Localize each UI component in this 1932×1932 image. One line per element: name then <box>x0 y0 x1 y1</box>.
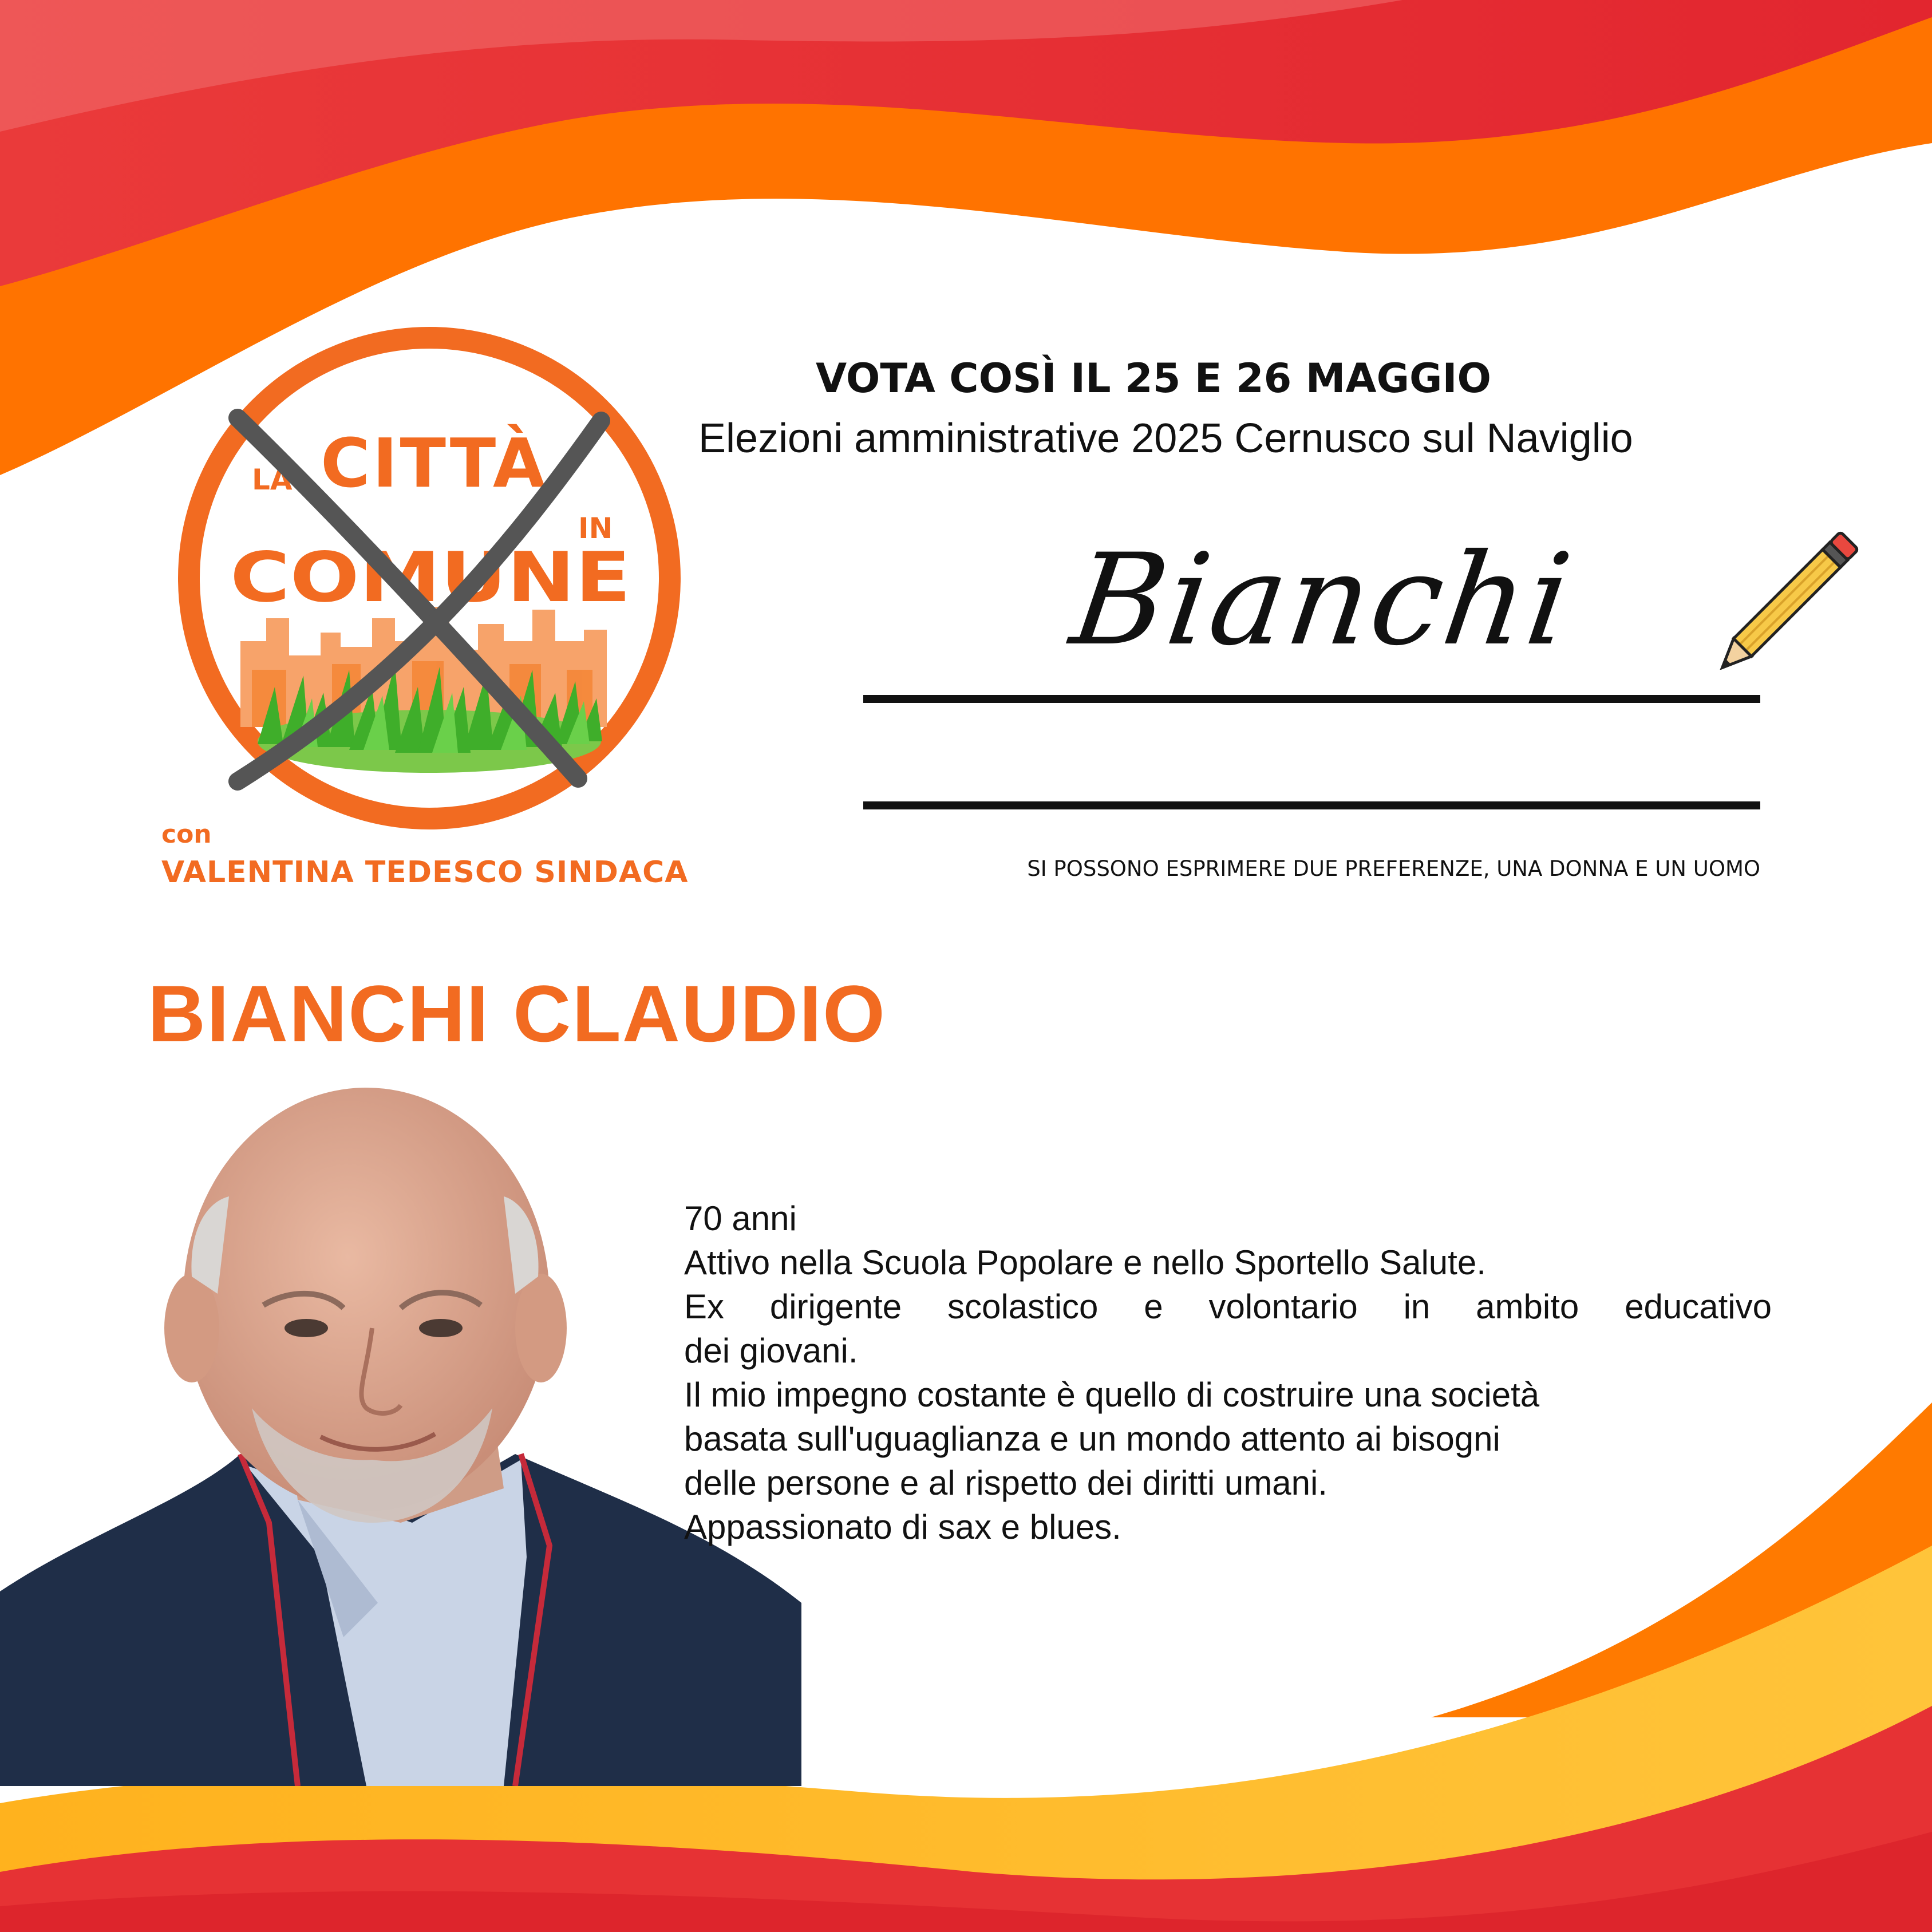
candidate-mayor-label: VALENTINA TEDESCO SINDACA <box>161 855 689 890</box>
preference-line-2 <box>863 801 1760 809</box>
logo-word-la: LA <box>252 463 293 496</box>
election-subheading: Elezioni amministrative 2025 Cernusco sul Naviglio <box>698 416 1633 461</box>
bio-line: Appassionato di sax e blues. <box>684 1508 1121 1546</box>
logo-word-citta: CITTÀ <box>321 424 548 503</box>
candidate-bio <box>684 1196 1772 1549</box>
logo-word-comune: COMUNE <box>230 538 631 618</box>
vote-heading: VOTA COSÌ IL 25 E 26 MAGGIO <box>815 355 1492 402</box>
preference-line-1 <box>863 695 1760 703</box>
bio-line: delle persone e al rispetto dei diritti umani. <box>684 1464 1327 1502</box>
bio-line: 70 anni <box>684 1199 797 1238</box>
bio-line: Attivo nella Scuola Popolare e nello Sportello Salute. <box>684 1243 1486 1282</box>
bio-line: basata sull'uguaglianza e un mondo attento ai bisogni <box>684 1420 1500 1458</box>
bio-line: Ex dirigente scolastico e volontario in ambito educativo <box>684 1287 1772 1326</box>
logo-word-in: IN <box>578 512 613 545</box>
pencil-icon <box>1717 504 1889 670</box>
con-label: con <box>161 820 212 849</box>
bio-line: dei giovani. <box>684 1332 858 1370</box>
handwritten-preference: Bianchi <box>1063 527 1582 673</box>
party-logo <box>166 321 704 836</box>
candidate-name: BIANCHI CLAUDIO <box>148 969 886 1058</box>
bio-line: Il mio impegno costante è quello di costruire una società <box>684 1376 1540 1414</box>
preference-note: SI POSSONO ESPRIMERE DUE PREFERENZE, UNA DONNA E UN UOMO <box>1027 856 1760 881</box>
